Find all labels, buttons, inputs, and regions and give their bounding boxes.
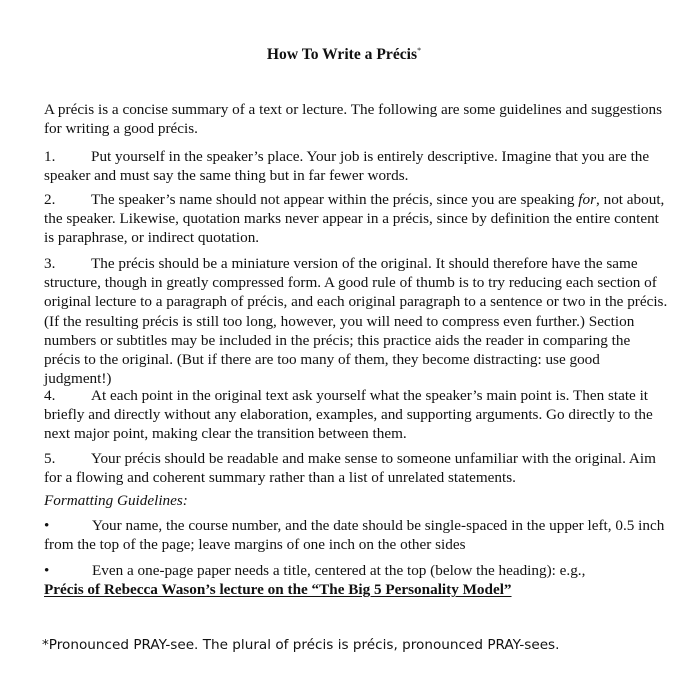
bullet-item-1 xyxy=(44,516,669,554)
item-text: Your précis should be readable and make sense to someone unfamiliar with the original. Aim for a flowing and coherent summary rather than a list of unrelated statements. xyxy=(44,450,656,487)
item-emphasis: for xyxy=(578,191,596,208)
footnote-marker: * xyxy=(417,46,422,55)
example-title: Précis of Rebecca Wason’s lecture on the “The Big 5 Personality Model” xyxy=(44,581,512,599)
guideline-item-3 xyxy=(44,254,669,388)
bullet-icon: • xyxy=(44,517,50,534)
item-text: The précis should be a miniature version of the original. It should therefore have the same structure, though in greatly compressed form. A good rule of thumb is to try reducing each section of original lecture to a paragraph of précis, and each original paragraph to a sentence or two in the précis. (If the resulting précis is still too long, however, you will need to compress even further.) Section numbers or subtitles may be included in the précis; this practice aids the reader in comparing the précis to the original. (But if there are too many of them, they become distracting: use good judgment!) xyxy=(44,255,668,388)
item-number: 4. xyxy=(44,387,56,404)
item-text-continued: , not about, the speaker. Likewise, quotation marks never appear in a précis, since by definition the entire content is paraphrase, or indirect quotation. xyxy=(44,191,665,247)
item-number: 5. xyxy=(44,450,56,467)
item-number: 1. xyxy=(44,148,56,165)
intro-paragraph xyxy=(44,100,669,138)
item-number: 3. xyxy=(44,255,56,272)
item-text: The speaker’s name should not appear within the précis, since you are speaking xyxy=(91,191,579,208)
formatting-heading xyxy=(44,491,669,510)
formatting-heading-text: Formatting Guidelines: xyxy=(44,492,188,509)
item-text: At each point in the original text ask yourself what the speaker’s main point is. Then state it briefly and directly without any elaboration, examples, and supporting arguments. Go directly to the next major point, making clear the transition between them. xyxy=(44,387,653,443)
guideline-item-4 xyxy=(44,386,669,444)
item-text: Put yourself in the speaker’s place. Your job is entirely descriptive. Imagine that you are the speaker and must say the same thing but in far fewer words. xyxy=(44,148,650,185)
bullet-item-2 xyxy=(44,561,669,599)
document-title xyxy=(0,41,688,64)
item-number: 2. xyxy=(44,191,56,208)
guideline-item-2 xyxy=(44,190,669,248)
guideline-item-5 xyxy=(44,449,669,487)
intro-text: A précis is a concise summary of a text or lecture. The following are some guidelines and suggestions for writing a good précis. xyxy=(44,101,663,138)
bullet-text: Your name, the course number, and the date should be single-spaced in the upper left, 0.5 inch from the top of the page; leave margins of one inch on the other sides xyxy=(44,517,665,554)
footnote: *Pronounced PRAY-see. The plural of précis is précis, pronounced PRAY-sees. xyxy=(42,637,560,653)
guideline-item-1 xyxy=(44,147,669,185)
bullet-icon: • xyxy=(44,562,50,579)
bullet-text: Even a one-page paper needs a title, centered at the top (below the heading): e.g., xyxy=(92,562,586,579)
title-text: How To Write a Précis xyxy=(266,46,418,64)
